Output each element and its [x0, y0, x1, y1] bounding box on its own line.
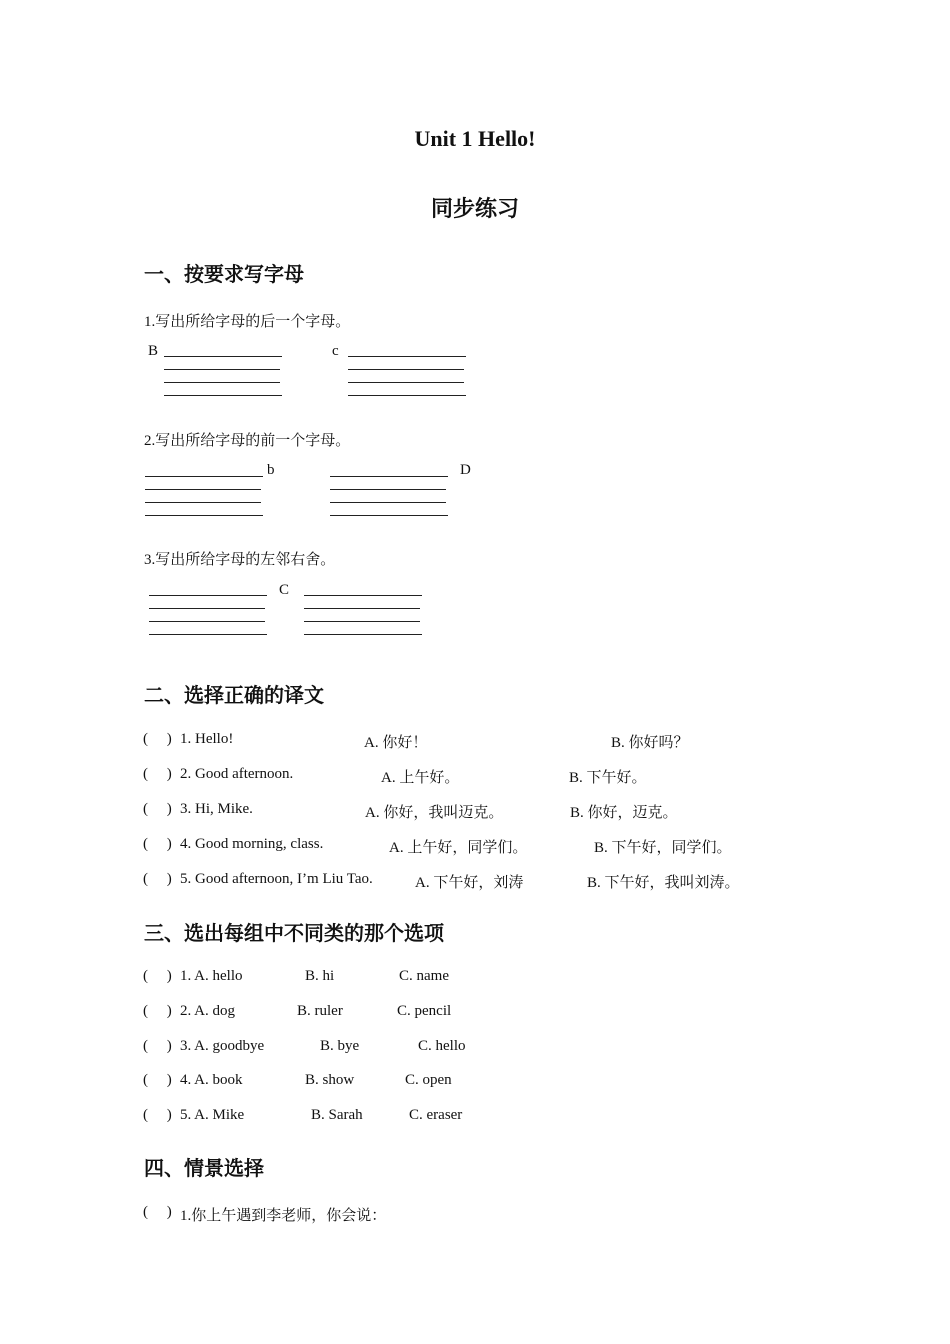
- answer-paren[interactable]: ( ): [143, 1003, 172, 1019]
- question-text: 5. Good afternoon, I’m Liu Tao.: [180, 871, 373, 887]
- q1-letter-2: c: [332, 343, 339, 359]
- option-a: 5. A. Mike: [180, 1107, 245, 1123]
- q2-prompt: 2.写出所给字母的前一个字母。: [144, 433, 351, 449]
- option-b: B. show: [305, 1072, 355, 1088]
- q2-letter-1: b: [267, 462, 275, 478]
- answer-paren[interactable]: ( ): [143, 801, 172, 817]
- option-b: B. ruler: [297, 1003, 343, 1019]
- answer-paren[interactable]: ( ): [143, 766, 172, 782]
- answer-paren[interactable]: ( ): [143, 1107, 172, 1123]
- q3-letter: C: [279, 582, 290, 598]
- option-a: 4. A. book: [180, 1072, 243, 1088]
- option-b: B. 下午好，我叫刘涛。: [587, 875, 740, 891]
- q1-prompt: 1.写出所给字母的后一个字母。: [144, 314, 351, 330]
- section-heading-4: 四、情景选择: [144, 1156, 264, 1180]
- question-text: 1.你上午遇到李老师，你会说：: [180, 1208, 387, 1224]
- section-heading-1: 一、按要求写字母: [144, 262, 304, 286]
- option-a: A. 你好，我叫迈克。: [365, 805, 504, 821]
- option-c: C. pencil: [397, 1003, 452, 1019]
- option-a: A. 你好！: [364, 735, 428, 751]
- answer-paren[interactable]: ( ): [143, 1072, 172, 1088]
- option-b: B. hi: [305, 968, 335, 984]
- question-text: 2. Good afternoon.: [180, 766, 294, 782]
- q2-letter-2: D: [460, 462, 471, 478]
- option-a: 1. A. hello: [180, 968, 243, 984]
- option-a: 2. A. dog: [180, 1003, 236, 1019]
- q1-letter-1: B: [148, 343, 159, 359]
- option-b: B. 下午好。: [569, 770, 647, 786]
- option-b: B. bye: [320, 1038, 360, 1054]
- option-a: A. 上午好。: [381, 770, 460, 786]
- option-b: B. 下午好，同学们。: [594, 840, 732, 856]
- option-a: A. 下午好，刘涛: [415, 875, 524, 891]
- answer-paren[interactable]: ( ): [143, 836, 172, 852]
- option-c: C. hello: [418, 1038, 466, 1054]
- option-b: B. 你好吗？: [611, 735, 689, 751]
- answer-paren[interactable]: ( ): [143, 731, 172, 747]
- option-a: A. 上午好，同学们。: [389, 840, 528, 856]
- question-text: 3. Hi, Mike.: [180, 801, 253, 817]
- section-heading-3: 三、选出每组中不同类的那个选项: [144, 921, 444, 945]
- answer-paren[interactable]: ( ): [143, 1204, 172, 1220]
- option-b: B. 你好，迈克。: [570, 805, 678, 821]
- option-c: C. eraser: [409, 1107, 463, 1123]
- option-b: B. Sarah: [311, 1107, 363, 1123]
- section-heading-2: 二、选择正确的译文: [144, 683, 324, 707]
- answer-paren[interactable]: ( ): [143, 968, 172, 984]
- page-subtitle: 同步练习: [430, 197, 519, 222]
- answer-paren[interactable]: ( ): [143, 871, 172, 887]
- question-text: 1. Hello!: [180, 731, 234, 747]
- answer-paren[interactable]: ( ): [143, 1038, 172, 1054]
- q3-prompt: 3.写出所给字母的左邻右舍。: [144, 552, 336, 568]
- option-c: C. name: [399, 968, 449, 984]
- page-title: Unit 1 Hello!: [414, 126, 536, 151]
- question-text: 4. Good morning, class.: [180, 836, 324, 852]
- option-c: C. open: [405, 1072, 452, 1088]
- option-a: 3. A. goodbye: [180, 1038, 265, 1054]
